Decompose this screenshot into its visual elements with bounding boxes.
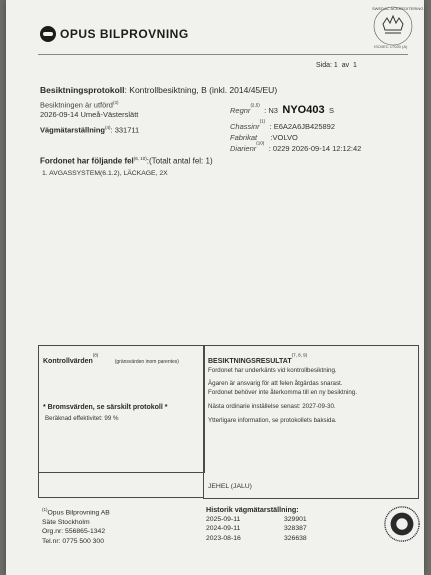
odometer-history xyxy=(206,505,307,543)
registration-number: NYO403 xyxy=(282,104,325,116)
chassis-row: Chassinr$^{(1)}$ : E6A2A6JB425892 xyxy=(230,118,336,131)
result-heading: BESIKTNINGSRESULTAT$^{(7, 8, 9)}$ xyxy=(208,352,308,365)
opus-logo-icon xyxy=(40,26,56,42)
company-name: Opus Bilprovning AB xyxy=(47,509,110,517)
company-org: Org.nr: 556865-1342 xyxy=(42,528,106,536)
control-values-box-extension xyxy=(38,471,204,498)
performed-value: 2026-09-14 Umeå-Västerslätt xyxy=(40,110,139,119)
protocol-title: Besiktningsprotokoll: Kontrollbesiktning, B (inkl. 2014/45/EU) xyxy=(40,85,278,95)
make-row: Fabrikat :VOLVO xyxy=(230,133,298,142)
brake-detail: Beräknad effektivitet: 99 % xyxy=(45,415,119,422)
brake-heading: * Bromsvärden, se särskilt protokoll * xyxy=(43,404,168,411)
company-phone: Tel.nr: 0775 500 300 xyxy=(42,537,104,545)
odometer-history-heading: Historik vägmätarställning: xyxy=(206,505,299,514)
opus-logo xyxy=(40,26,189,42)
result-box xyxy=(203,345,419,499)
result-line: Fordonet har underkänts vid kontrollbesiktning. xyxy=(208,367,337,374)
odometer-history-row: 2025-09-11 329901 xyxy=(206,515,307,523)
protocol-document xyxy=(6,0,424,575)
control-values-heading: Kontrollvärden$^{(8)}$ (gränsvärden inom parentes) xyxy=(43,352,179,365)
company-info: $^{(1)}$Opus Bilprovning AB Säte Stockholm Org.nr: 556865-1342 Tel.nr: 0775 500 300 xyxy=(42,507,110,545)
accreditation-caption: ISO/IEC 17020 (A) xyxy=(374,44,408,49)
performed-label: Besiktningen är utförd$^{(3)}$ xyxy=(40,100,119,110)
certification-seal-icon xyxy=(383,505,421,543)
page-indicator: Sida: 1 av 1 xyxy=(316,62,357,69)
odometer-history-row: 2024-09-11 328387 xyxy=(206,525,307,532)
result-line: Fordonet behöver inte återkomma till en ny besiktning. xyxy=(208,389,357,396)
company-seat: Säte Stockholm xyxy=(42,518,90,526)
diary-row: Diarienr$^{(10)}$ : 0229 2026-09-14 12:12:42 xyxy=(230,140,362,153)
logo-text: OPUS BILPROVNING xyxy=(60,27,189,41)
faults-heading: Fordonet har följande fel$^{(6, 10)}$:(Totalt antal fel: 1) xyxy=(40,156,213,166)
header-divider xyxy=(38,54,408,55)
control-values-box xyxy=(38,345,205,473)
odometer-history-row: 2023-08-16 326638 xyxy=(206,534,307,542)
registration: Regnr$^{(2,5)}$ : N3 NYO403 S xyxy=(230,102,335,116)
result-line: Nästa ordinarie inställelse senast: 2027-09-30. xyxy=(208,403,336,410)
fault-item: 1. AVGASSYSTEM(6.1.2), LÄCKAGE, 2X xyxy=(42,170,168,177)
result-line: Ägaren är ansvarig för att felen åtgärdas snarast. xyxy=(208,380,343,387)
accreditation-label: SWEDAC ACKREDITERING xyxy=(372,6,424,11)
odometer-reading: Vägmätarställning$^{(4)}$: 331711 xyxy=(40,125,140,135)
result-line: Ytterligare information, se protokollets baksida. xyxy=(208,417,337,424)
inspector-signature: JEHEL (JALU) xyxy=(208,483,252,490)
